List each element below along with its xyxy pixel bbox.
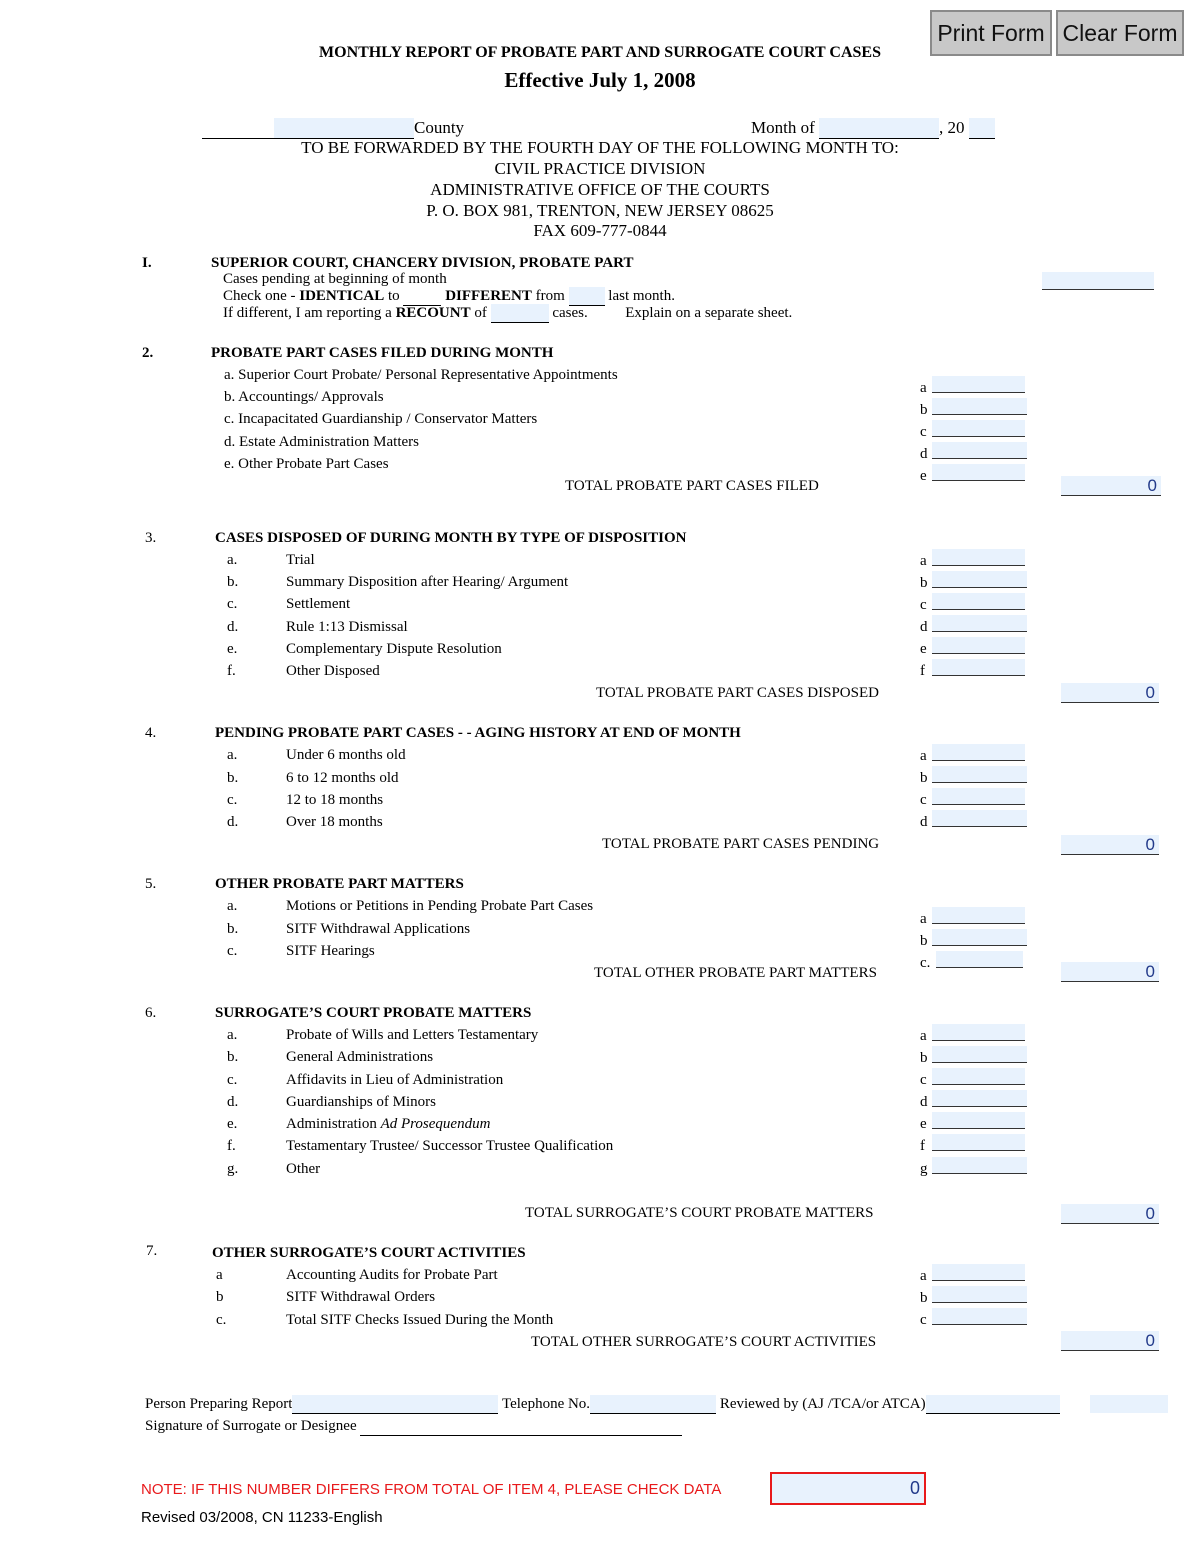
s3-item-f-letter: f. xyxy=(227,663,236,679)
reviewed-by-label: Reviewed by (AJ /TCA/or ATCA) xyxy=(719,1396,926,1412)
section-1-pending-label: Cases pending at beginning of month xyxy=(223,271,447,287)
s3-item-e-letter: e. xyxy=(227,641,238,657)
s6-field-d[interactable] xyxy=(932,1090,1027,1107)
section-5-number: 5. xyxy=(145,876,157,892)
s5-item-a-letter: a. xyxy=(227,898,238,914)
s6-field-b[interactable] xyxy=(932,1046,1027,1063)
s5-letter-c: c. xyxy=(920,955,931,971)
s5-field-c[interactable] xyxy=(936,951,1023,968)
s4-field-a[interactable] xyxy=(932,744,1025,761)
s2-total-label: TOTAL PROBATE PART CASES FILED xyxy=(565,478,819,494)
s6-item-a-letter: a. xyxy=(227,1027,238,1043)
section-1-check-line: Check one - IDENTICAL to DIFFERENT from last month. xyxy=(223,288,675,304)
s6-item-f-letter: f. xyxy=(227,1138,236,1154)
s5-total-field[interactable]: 0 xyxy=(1061,962,1159,982)
s4-total-field[interactable]: 0 xyxy=(1061,835,1159,855)
s4-letter-c: c xyxy=(920,792,927,808)
revision-note: Revised 03/2008, CN 11233-English xyxy=(141,1509,383,1526)
section-3-title: CASES DISPOSED OF DURING MONTH BY TYPE OF DISPOSITION xyxy=(215,530,687,546)
s6-item-d-text: Guardianships of Minors xyxy=(286,1094,436,1110)
s3-letter-a: a xyxy=(920,553,927,569)
s6-item-e-letter: e. xyxy=(227,1116,238,1132)
print-form-button[interactable]: Print Form xyxy=(930,10,1052,56)
person-preparing-label: Person Preparing Report xyxy=(145,1396,293,1412)
s3-field-c[interactable] xyxy=(932,593,1025,610)
s7-field-a[interactable] xyxy=(932,1264,1025,1281)
s3-field-d[interactable] xyxy=(932,615,1027,632)
s5-item-b-letter: b. xyxy=(227,921,239,937)
month-field[interactable] xyxy=(819,118,939,139)
s3-item-c-text: Settlement xyxy=(286,596,351,612)
s6-field-c[interactable] xyxy=(932,1068,1025,1085)
s2-letter-e: e xyxy=(920,468,927,484)
s6-letter-c: c xyxy=(920,1072,927,1088)
s3-item-b-text: Summary Disposition after Hearing/ Argument xyxy=(286,574,569,590)
s2-field-e[interactable] xyxy=(932,464,1025,481)
s6-letter-a: a xyxy=(920,1028,927,1044)
form-title: MONTHLY REPORT OF PROBATE PART AND SURROGATE COURT CASES xyxy=(319,44,881,61)
s6-item-b-letter: b. xyxy=(227,1049,239,1065)
year-field[interactable] xyxy=(969,118,995,139)
s4-item-a-letter: a. xyxy=(227,747,238,763)
reviewed-by-field-extension[interactable] xyxy=(1090,1395,1168,1413)
month-label: Month of xyxy=(751,118,815,137)
check-value-field[interactable]: 0 xyxy=(770,1472,926,1505)
section-2-title: PROBATE PART CASES FILED DURING MONTH xyxy=(211,345,554,361)
s6-item-c-text: Affidavits in Lieu of Administration xyxy=(286,1072,504,1088)
s2-field-c[interactable] xyxy=(932,420,1025,437)
section-6-title: SURROGATE’S COURT PROBATE MATTERS xyxy=(215,1005,532,1021)
month-line xyxy=(751,118,995,139)
s7-field-c[interactable] xyxy=(932,1308,1027,1325)
forward-line-4: P. O. BOX 981, TRENTON, NEW JERSEY 08625 xyxy=(426,201,774,220)
s4-item-c-letter: c. xyxy=(227,792,238,808)
signature-field[interactable] xyxy=(360,1417,682,1436)
year-prefix: , 20 xyxy=(939,118,965,137)
s4-item-d-text: Over 18 months xyxy=(286,814,383,830)
s6-field-g[interactable] xyxy=(932,1157,1027,1174)
s7-item-b-text: SITF Withdrawal Orders xyxy=(286,1289,436,1305)
s5-item-a-text: Motions or Petitions in Pending Probate Part Cases xyxy=(286,898,594,914)
s4-total-label: TOTAL PROBATE PART CASES PENDING xyxy=(602,836,880,852)
s7-item-c-letter: c. xyxy=(216,1312,227,1328)
s6-item-f-text: Testamentary Trustee/ Successor Trustee Qualification xyxy=(286,1138,614,1154)
data-check-note: NOTE: IF THIS NUMBER DIFFERS FROM TOTAL OF ITEM 4, PLEASE CHECK DATA xyxy=(141,1481,722,1498)
s4-letter-a: a xyxy=(920,748,927,764)
s2-field-d[interactable] xyxy=(932,442,1027,459)
section-2-item-a: a. Superior Court Probate/ Personal Representative Appointments xyxy=(224,367,618,383)
s5-item-c-letter: c. xyxy=(227,943,238,959)
recount-field[interactable] xyxy=(491,304,549,323)
s7-total-field[interactable]: 0 xyxy=(1061,1331,1159,1351)
s5-letter-b: b xyxy=(920,933,928,949)
forward-line-5: FAX 609-777-0844 xyxy=(533,221,667,240)
s7-letter-c: c xyxy=(920,1312,927,1328)
signature-line xyxy=(145,1417,682,1436)
s3-field-f[interactable] xyxy=(932,659,1025,676)
s4-field-b[interactable] xyxy=(932,766,1027,783)
s2-letter-a: a xyxy=(920,380,927,396)
s6-item-g-text: Other xyxy=(286,1161,321,1177)
s6-letter-g: g xyxy=(920,1161,928,1177)
s6-item-g-letter: g. xyxy=(227,1161,239,1177)
signature-label: Signature of Surrogate or Designee xyxy=(145,1418,357,1434)
s5-field-a[interactable] xyxy=(932,907,1025,924)
s5-letter-a: a xyxy=(920,911,927,927)
pending-beginning-field[interactable] xyxy=(1042,272,1154,290)
s6-total-field[interactable]: 0 xyxy=(1061,1204,1159,1224)
section-1-recount-line: If different, I am reporting a RECOUNT of cases. Explain on a separate sheet. xyxy=(223,305,793,321)
s3-total-label: TOTAL PROBATE PART CASES DISPOSED xyxy=(596,685,879,701)
s3-letter-d: d xyxy=(920,619,928,635)
s4-item-d-letter: d. xyxy=(227,814,239,830)
s3-item-b-letter: b. xyxy=(227,574,239,590)
section-7-title: OTHER SURROGATE’S COURT ACTIVITIES xyxy=(212,1245,526,1261)
s3-item-e-text: Complementary Dispute Resolution xyxy=(286,641,502,657)
section-2-item-e: e. Other Probate Part Cases xyxy=(224,456,389,472)
county-line xyxy=(202,118,464,139)
s3-total-field[interactable]: 0 xyxy=(1061,683,1159,703)
section-2-item-c: c. Incapacitated Guardianship / Conservator Matters xyxy=(224,411,538,427)
section-1-title: SUPERIOR COURT, CHANCERY DIVISION, PROBATE PART xyxy=(211,255,634,271)
effective-date: Effective July 1, 2008 xyxy=(504,68,696,92)
s2-letter-d: d xyxy=(920,446,928,462)
s6-field-e[interactable] xyxy=(932,1112,1025,1129)
s7-item-c-text: Total SITF Checks Issued During the Month xyxy=(286,1312,554,1328)
s3-letter-f: f xyxy=(920,663,925,679)
reviewed-by-field[interactable] xyxy=(926,1395,1060,1414)
s6-field-f[interactable] xyxy=(932,1134,1025,1151)
s7-field-b[interactable] xyxy=(932,1286,1027,1303)
s6-total-label: TOTAL SURROGATE’S COURT PROBATE MATTERS xyxy=(525,1205,874,1221)
forward-line-3: ADMINISTRATIVE OFFICE OF THE COURTS xyxy=(430,180,770,199)
forward-line-2: CIVIL PRACTICE DIVISION xyxy=(494,159,706,178)
s2-field-b[interactable] xyxy=(932,398,1027,415)
clear-form-button[interactable]: Clear Form xyxy=(1056,10,1184,56)
s7-letter-b: b xyxy=(920,1290,928,1306)
s4-field-d[interactable] xyxy=(932,810,1027,827)
s7-total-label: TOTAL OTHER SURROGATE’S COURT ACTIVITIES xyxy=(531,1334,877,1350)
section-5-title: OTHER PROBATE PART MATTERS xyxy=(215,876,464,892)
s6-item-b-text: General Administrations xyxy=(286,1049,434,1065)
s5-item-c-text: SITF Hearings xyxy=(286,943,375,959)
s4-item-b-text: 6 to 12 months old xyxy=(286,770,399,786)
s3-item-c-letter: c. xyxy=(227,596,238,612)
s2-field-a[interactable] xyxy=(932,376,1025,393)
s7-item-a-text: Accounting Audits for Probate Part xyxy=(286,1267,498,1283)
s7-item-a-letter: a xyxy=(216,1267,223,1283)
s4-item-b-letter: b. xyxy=(227,770,239,786)
section-6-number: 6. xyxy=(145,1005,157,1021)
s6-letter-f: f xyxy=(920,1138,925,1154)
s5-total-label: TOTAL OTHER PROBATE PART MATTERS xyxy=(594,965,877,981)
s4-letter-b: b xyxy=(920,770,928,786)
s3-field-e[interactable] xyxy=(932,637,1025,654)
section-7-number: 7. xyxy=(146,1243,158,1259)
s4-item-c-text: 12 to 18 months xyxy=(286,792,384,808)
s3-item-d-letter: d. xyxy=(227,619,239,635)
section-4-number: 4. xyxy=(145,725,157,741)
s6-item-d-letter: d. xyxy=(227,1094,239,1110)
s4-item-a-text: Under 6 months old xyxy=(286,747,406,763)
s6-item-c-letter: c. xyxy=(227,1072,238,1088)
s6-letter-e: e xyxy=(920,1116,927,1132)
s3-letter-b: b xyxy=(920,575,928,591)
s5-field-b[interactable] xyxy=(932,929,1027,946)
section-4-title: PENDING PROBATE PART CASES - - AGING HISTORY AT END OF MONTH xyxy=(215,725,741,741)
section-1-number: I. xyxy=(142,255,152,271)
s3-item-a-text: Trial xyxy=(286,552,315,568)
s2-letter-b: b xyxy=(920,402,928,418)
person-preparing-line xyxy=(145,1395,1060,1414)
s4-letter-d: d xyxy=(920,814,928,830)
county-label: County xyxy=(414,118,465,137)
section-2-item-b: b. Accountings/ Approvals xyxy=(224,389,384,405)
person-preparing-field[interactable] xyxy=(292,1395,498,1414)
s4-field-c[interactable] xyxy=(932,788,1025,805)
s3-item-d-text: Rule 1:13 Dismissal xyxy=(286,619,408,635)
s5-item-b-text: SITF Withdrawal Applications xyxy=(286,921,471,937)
s3-letter-c: c xyxy=(920,597,927,613)
section-3-number: 3. xyxy=(145,530,157,546)
telephone-label: Telephone No. xyxy=(501,1396,591,1412)
s3-letter-e: e xyxy=(920,641,927,657)
s6-item-a-text: Probate of Wills and Letters Testamentary xyxy=(286,1027,539,1043)
s7-letter-a: a xyxy=(920,1268,927,1284)
s3-item-f-text: Other Disposed xyxy=(286,663,380,679)
s2-letter-c: c xyxy=(920,424,927,440)
forward-line-1: TO BE FORWARDED BY THE FOURTH DAY OF THE FOLLOWING MONTH TO: xyxy=(301,138,899,157)
s6-letter-d: d xyxy=(920,1094,928,1110)
section-2-number: 2. xyxy=(142,345,154,361)
s6-letter-b: b xyxy=(920,1050,928,1066)
s3-item-a-letter: a. xyxy=(227,552,238,568)
s7-item-b-letter: b xyxy=(216,1289,224,1305)
s2-total-field[interactable]: 0 xyxy=(1061,476,1161,496)
telephone-field[interactable] xyxy=(590,1395,716,1414)
s6-field-a[interactable] xyxy=(932,1024,1025,1041)
s3-field-a[interactable] xyxy=(932,549,1025,566)
section-2-item-d: d. Estate Administration Matters xyxy=(224,434,419,450)
s6-item-e-text: Administration Ad Prosequendum xyxy=(286,1116,491,1132)
s3-field-b[interactable] xyxy=(932,571,1027,588)
